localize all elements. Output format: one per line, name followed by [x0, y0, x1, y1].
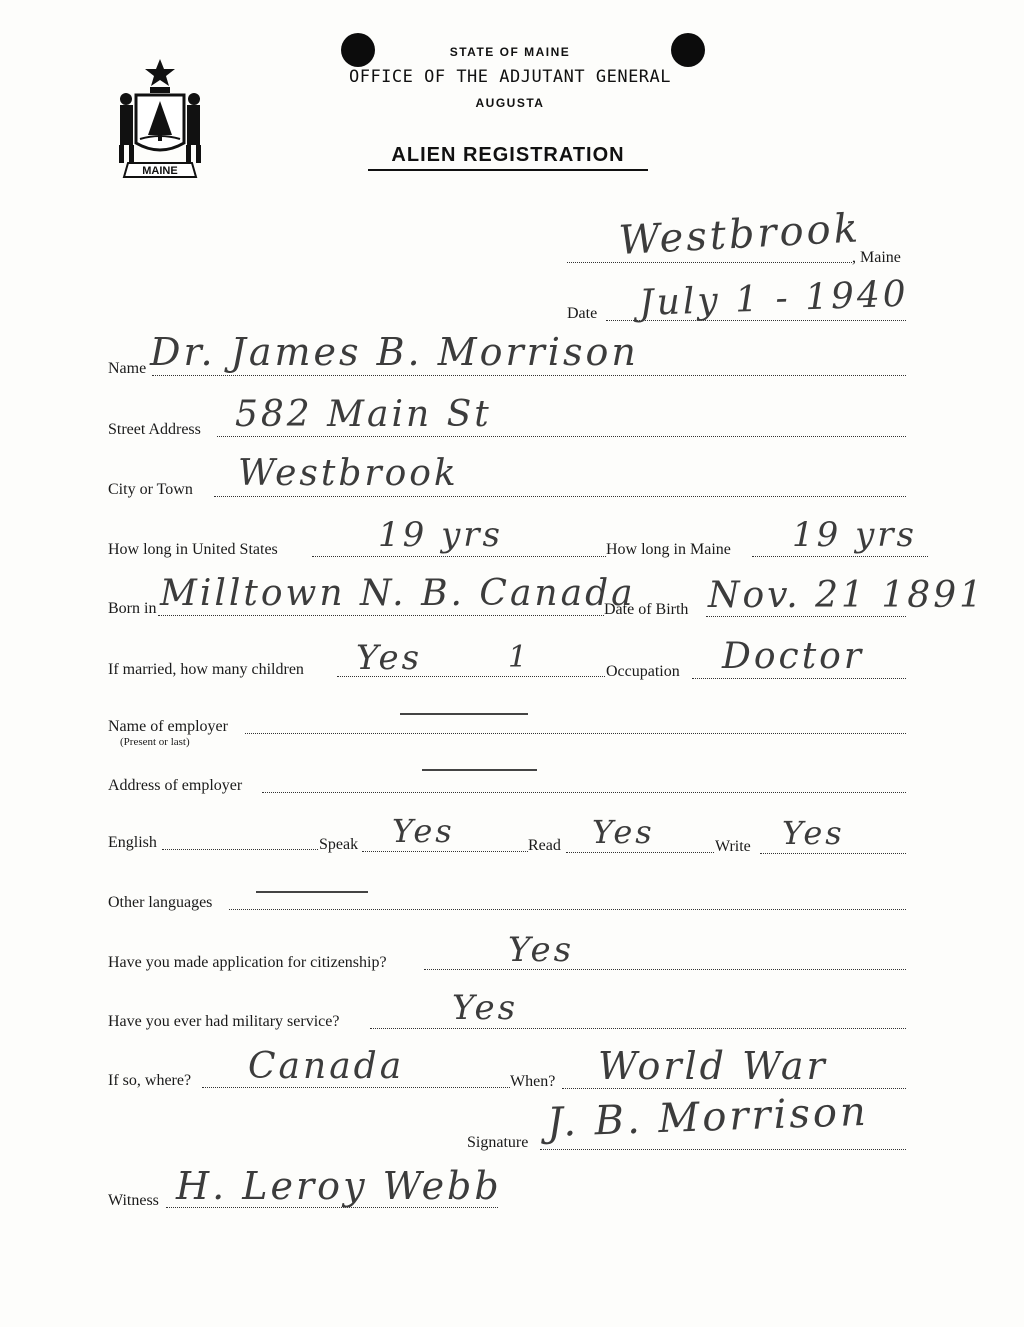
military-line [370, 1028, 906, 1029]
state-seal-icon [110, 55, 210, 180]
header-city: AUGUSTA [475, 96, 545, 110]
born-label: Born in [108, 600, 157, 617]
street-label: Street Address [108, 421, 201, 438]
employer-sub-label: (Present or last) [120, 736, 190, 748]
signature-line [540, 1149, 906, 1150]
speak-label: Speak [319, 836, 359, 853]
town-line [567, 262, 852, 263]
speak-value: Yes [392, 812, 455, 850]
city-value: Westbrook [238, 453, 459, 494]
occupation-label: Occupation [606, 663, 680, 680]
city-line [214, 496, 906, 497]
employer-label: Name of employer [108, 718, 228, 735]
occupation-line [692, 678, 906, 679]
header-office: OFFICE OF THE ADJUTANT GENERAL [348, 67, 672, 87]
employer-dash [400, 713, 528, 715]
name-line [152, 375, 906, 376]
where-value: Canada [248, 1046, 405, 1087]
read-line [566, 852, 714, 853]
form-title: ALIEN REGISTRATION [368, 144, 648, 171]
how-long-maine-line [752, 556, 928, 557]
military-label: Have you ever had military service? [108, 1013, 340, 1030]
write-label: Write [715, 838, 751, 855]
street-value: 582 Main St [235, 394, 492, 435]
years-us-value: 19 yrs [378, 515, 503, 555]
occupation-value: Doctor [722, 636, 865, 677]
city-label: City or Town [108, 481, 193, 498]
how-long-us-label: How long in United States [108, 541, 278, 558]
how-long-maine-label: How long in Maine [606, 541, 731, 558]
years-maine-value: 19 yrs [792, 515, 917, 555]
military-value: Yes [452, 988, 519, 1028]
birth-date-value: Nov. 21 1891 [708, 575, 985, 616]
street-line [217, 436, 906, 437]
punch-hole-left [341, 33, 375, 67]
dob-label: Date of Birth [604, 601, 689, 618]
name-value: Dr. James B. Morrison [150, 330, 639, 374]
born-line [158, 615, 604, 616]
dob-line [706, 616, 906, 617]
citizenship-label: Have you made application for citizenship? [108, 954, 387, 971]
other-languages-label: Other languages [108, 894, 213, 911]
where-label: If so, where? [108, 1072, 192, 1089]
employer-line [245, 733, 906, 734]
date-label: Date [567, 305, 598, 322]
maine-label: , Maine [852, 249, 901, 266]
read-label: Read [528, 837, 561, 854]
children-value: 1 [508, 640, 531, 675]
witness-value: H. Leroy Webb [176, 1164, 502, 1208]
signature-label: Signature [467, 1134, 529, 1151]
citizenship-line [424, 969, 906, 970]
where-line [202, 1087, 510, 1088]
employer-address-line [262, 792, 906, 793]
speak-line [362, 851, 528, 852]
signature-value: J. B. Morrison [546, 1088, 870, 1146]
english-line [162, 849, 318, 850]
citizenship-value: Yes [508, 930, 575, 970]
header-state: STATE OF MAINE [449, 45, 571, 59]
when-value: World War [598, 1044, 828, 1088]
married-value: Yes [356, 638, 423, 678]
english-label: English [108, 834, 157, 851]
name-label: Name [108, 360, 147, 377]
employer-address-dash [422, 769, 537, 771]
punch-hole-right [671, 33, 705, 67]
seal-banner-text: MAINE [142, 165, 178, 177]
when-label: When? [510, 1073, 556, 1090]
birthplace-value: Milltown N. B. Canada [160, 573, 636, 614]
read-value: Yes [592, 813, 655, 851]
date-value: July 1 - 1940 [638, 273, 910, 324]
other-languages-dash [256, 891, 368, 893]
other-languages-line [229, 909, 906, 910]
children-label: If married, how many children [108, 661, 304, 678]
employer-address-label: Address of employer [108, 777, 243, 794]
town-value: Westbrook [617, 205, 862, 264]
witness-label: Witness [108, 1192, 159, 1209]
write-line [760, 853, 906, 854]
how-long-us-line [312, 556, 606, 557]
write-value: Yes [782, 814, 845, 852]
